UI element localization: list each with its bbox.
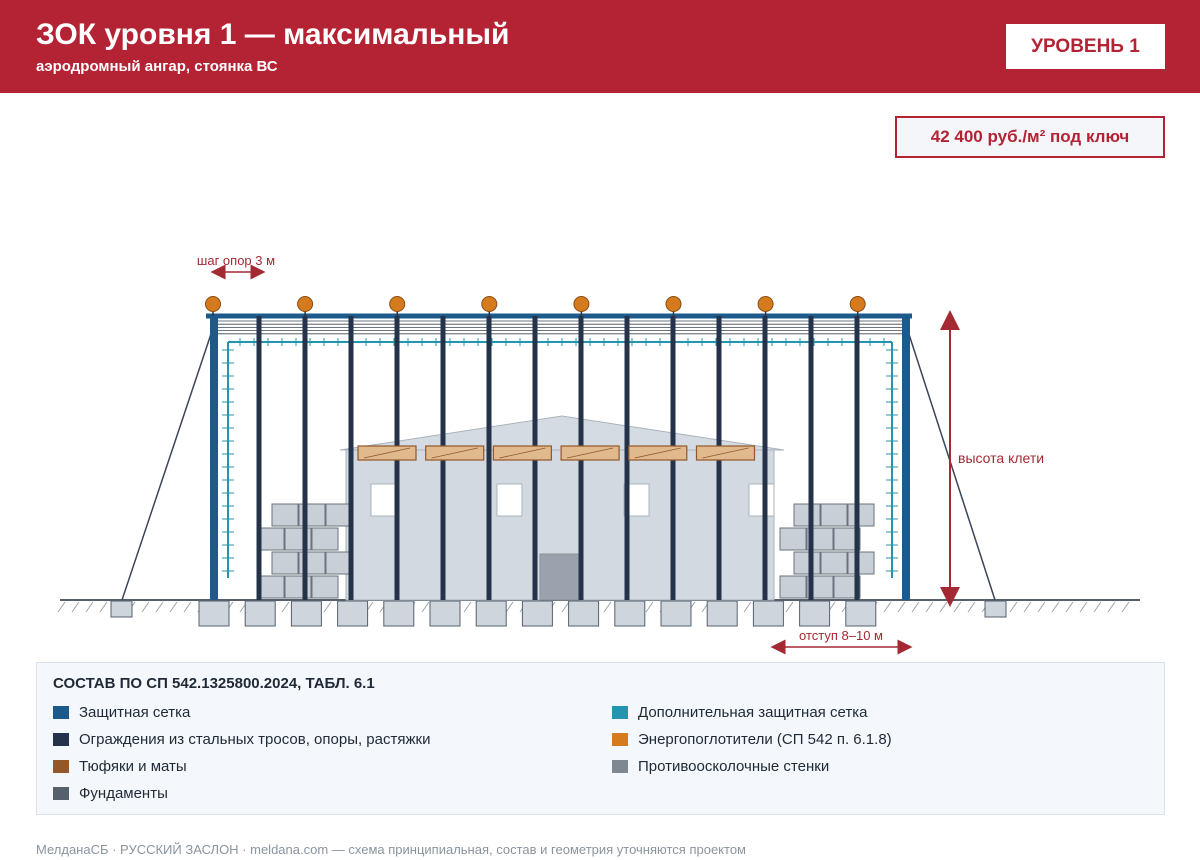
wall-block bbox=[326, 552, 352, 574]
legend-label: Тюфяки и маты bbox=[79, 758, 187, 775]
support-post bbox=[763, 316, 768, 600]
hangar-window bbox=[749, 484, 774, 516]
foundations bbox=[199, 601, 876, 626]
page-subtitle: аэродромный ангар, стоянка ВС bbox=[36, 58, 278, 75]
foundation-block bbox=[522, 601, 552, 626]
legend-label: Дополнительная защитная сетка bbox=[638, 704, 868, 721]
legend-label: Фундаменты bbox=[79, 785, 168, 802]
foundation-block bbox=[661, 601, 691, 626]
wall-block bbox=[848, 504, 874, 526]
foundation-block bbox=[615, 601, 645, 626]
wall-block bbox=[312, 528, 338, 550]
wall-block bbox=[821, 552, 847, 574]
legend-label: Защитная сетка bbox=[79, 704, 191, 721]
foundation-block bbox=[476, 601, 506, 626]
foundation-block bbox=[707, 601, 737, 626]
wall-block bbox=[794, 552, 820, 574]
wall-block bbox=[258, 576, 284, 598]
legend-panel bbox=[36, 662, 1165, 815]
energy-absorber bbox=[390, 297, 405, 312]
energy-absorbers bbox=[206, 297, 866, 317]
wall-block bbox=[794, 504, 820, 526]
legend-item-foundations bbox=[53, 785, 168, 802]
support-post bbox=[487, 316, 492, 600]
legend-swatch bbox=[612, 733, 628, 746]
support-step-label: шаг опор 3 м bbox=[196, 253, 276, 268]
foundation-block bbox=[800, 601, 830, 626]
level-badge: УРОВЕНЬ 1 bbox=[1006, 24, 1165, 69]
steel-cables bbox=[206, 316, 912, 334]
wall-block bbox=[821, 504, 847, 526]
offset-label: отступ 8–10 м bbox=[799, 628, 883, 643]
legend-label: Противоосколочные стенки bbox=[638, 758, 830, 775]
footer-note: МелданаСБ · РУССКИЙ ЗАСЛОН · meldana.com — схема принципиальная, состав и геометрия уточняются проектом bbox=[36, 842, 746, 857]
hangar-window bbox=[497, 484, 522, 516]
support-post bbox=[303, 316, 308, 600]
energy-absorber bbox=[666, 297, 681, 312]
legend-item-energy-absorbers bbox=[612, 731, 892, 748]
legend-item-mats bbox=[53, 758, 187, 775]
energy-absorber bbox=[574, 297, 589, 312]
foundation-block bbox=[384, 601, 414, 626]
hangar-window bbox=[371, 484, 396, 516]
legend-label: Ограждения из стальных тросов, опоры, растяжки bbox=[79, 731, 431, 748]
legend-swatch bbox=[53, 733, 69, 746]
legend-item-anti-fragment-walls bbox=[612, 758, 829, 775]
edge-post bbox=[902, 316, 910, 600]
wall-block bbox=[272, 552, 298, 574]
foundation-block bbox=[569, 601, 599, 626]
support-post bbox=[257, 316, 262, 600]
energy-absorber bbox=[850, 297, 865, 312]
wall-block bbox=[780, 528, 806, 550]
foundation-block bbox=[430, 601, 460, 626]
legend-item-protective-net bbox=[53, 704, 190, 721]
energy-absorber bbox=[206, 297, 221, 312]
support-step-annotation bbox=[197, 253, 275, 272]
anchor-block bbox=[985, 601, 1006, 617]
wall-block bbox=[258, 528, 284, 550]
legend-swatch bbox=[612, 760, 628, 773]
foundation-block bbox=[199, 601, 229, 626]
support-post bbox=[349, 316, 354, 600]
support-post bbox=[855, 316, 860, 600]
hangar-door bbox=[540, 554, 579, 600]
edge-post bbox=[210, 316, 218, 600]
foundation-block bbox=[753, 601, 783, 626]
wall-block bbox=[272, 504, 298, 526]
legend-swatch bbox=[53, 760, 69, 773]
wall-block bbox=[326, 504, 352, 526]
anchor-block bbox=[111, 601, 132, 617]
legend-item-cables bbox=[53, 731, 430, 748]
energy-absorber bbox=[758, 297, 773, 312]
energy-absorber bbox=[298, 297, 313, 312]
foundation-block bbox=[338, 601, 368, 626]
legend-item-additional-net bbox=[612, 704, 867, 721]
foundation-block bbox=[245, 601, 275, 626]
page-title: ЗОК уровня 1 — максимальный bbox=[36, 18, 510, 51]
wall-block bbox=[780, 576, 806, 598]
foundation-block bbox=[846, 601, 876, 626]
cage-height-annotation bbox=[950, 320, 1044, 597]
cage-height-label: высота клети bbox=[958, 450, 1045, 466]
wall-block bbox=[312, 576, 338, 598]
legend-swatch bbox=[53, 706, 69, 719]
legend-title: СОСТАВ ПО СП 542.1325800.2024, ТАБЛ. 6.1 bbox=[53, 675, 375, 692]
legend-swatch bbox=[53, 787, 69, 800]
support-post bbox=[809, 316, 814, 600]
legend-swatch bbox=[612, 706, 628, 719]
foundation-block bbox=[291, 601, 321, 626]
legend-label: Энергопоглотители (СП 542 п. 6.1.8) bbox=[638, 731, 892, 748]
offset-annotation bbox=[778, 628, 905, 647]
price-box: 42 400 руб./м² под ключ bbox=[895, 116, 1165, 158]
energy-absorber bbox=[482, 297, 497, 312]
wall-block bbox=[848, 552, 874, 574]
